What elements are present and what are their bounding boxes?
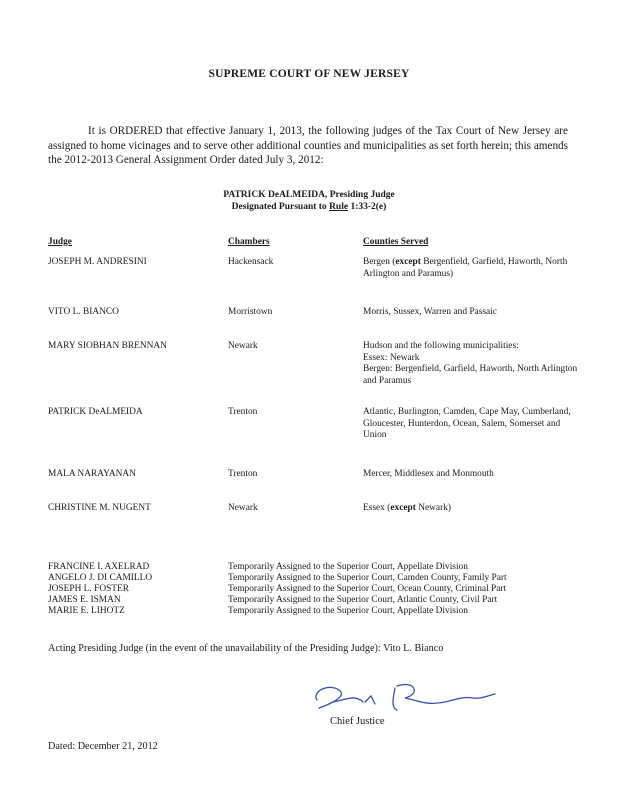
list-item bbox=[48, 595, 588, 606]
temp-assignment: Temporarily Assigned to the Superior Court, Appellate Division bbox=[228, 562, 468, 572]
counties-text-rest: Newark) bbox=[415, 503, 451, 513]
temp-assignment: Temporarily Assigned to the Superior Court, Ocean County, Criminal Part bbox=[228, 584, 507, 594]
temp-assignment: Temporarily Assigned to the Superior Court, Camden County, Family Part bbox=[228, 573, 507, 583]
judge-name: CHRISTINE M. NUGENT bbox=[48, 503, 151, 513]
chambers-location: Trenton bbox=[228, 469, 258, 479]
counties-served bbox=[363, 469, 578, 481]
chambers-location: Trenton bbox=[228, 407, 258, 417]
list-item bbox=[48, 584, 588, 595]
list-item bbox=[48, 573, 588, 584]
table-header bbox=[48, 237, 588, 251]
list-item bbox=[48, 606, 588, 617]
temp-assignment: Temporarily Assigned to the Superior Court, Appellate Division bbox=[228, 606, 468, 616]
order-intro bbox=[48, 124, 568, 168]
judge-name: PATRICK DeALMEIDA bbox=[48, 407, 143, 417]
chambers-location: Newark bbox=[228, 341, 258, 351]
counties-emphasis: except bbox=[395, 257, 421, 267]
header-counties: Counties Served bbox=[363, 237, 429, 247]
chambers-location: Morristown bbox=[228, 307, 273, 317]
counties-text: Hudson and the following municipalities: Essex: Newark Bergen: Bergenfield, Garfield, Haworth, North Arlington and Paramus bbox=[363, 341, 578, 386]
signature-mark bbox=[305, 672, 505, 718]
header-chambers: Chambers bbox=[228, 237, 270, 247]
chambers-location: Newark bbox=[228, 503, 258, 513]
temp-judge-name: MARIE E. LIHOTZ bbox=[48, 606, 125, 616]
chambers-location: Hackensack bbox=[228, 257, 274, 267]
temp-judge-name: ANGELO J. DI CAMILLO bbox=[48, 573, 153, 583]
counties-served bbox=[363, 503, 578, 515]
judge-name: VITO L. BIANCO bbox=[48, 307, 119, 317]
order-date: Dated: December 21, 2012 bbox=[48, 741, 158, 752]
list-item bbox=[48, 562, 588, 573]
judge-name: MARY SIOBHAN BRENNAN bbox=[48, 341, 167, 351]
designation-suffix: 1:33-2(e) bbox=[348, 201, 387, 212]
counties-served bbox=[363, 407, 578, 442]
counties-text: Morris, Sussex, Warren and Passaic bbox=[363, 307, 497, 317]
counties-text: Atlantic, Burlington, Camden, Cape May, Cumberland, Gloucester, Hunterdon, Ocean, Salem, Somerset and Union bbox=[363, 407, 571, 441]
counties-text: Bergen ( bbox=[363, 257, 396, 267]
counties-text: Essex ( bbox=[363, 503, 391, 513]
presiding-judge-block bbox=[0, 190, 618, 213]
temporary-assignments bbox=[48, 562, 588, 617]
counties-emphasis: except bbox=[390, 503, 416, 513]
temp-judge-name: JAMES E. ISMAN bbox=[48, 595, 121, 605]
counties-served bbox=[363, 341, 578, 387]
designation-prefix: Designated Pursuant to bbox=[231, 201, 330, 212]
temp-assignment: Temporarily Assigned to the Superior Court, Atlantic County, Civil Part bbox=[228, 595, 498, 605]
header-judge: Judge bbox=[48, 237, 72, 247]
court-heading: SUPREME COURT OF NEW JERSEY bbox=[208, 68, 410, 80]
judge-name: MALA NARAYANAN bbox=[48, 469, 136, 479]
counties-served bbox=[363, 257, 578, 280]
intro-paragraph: It is ORDERED that effective January 1, 2013, the following judges of the Tax Court of New Jersey are assigned to home vicinages and to serve other additional counties and municipalities as set forth herein; this amends the 2012-2013 General Assignment Order dated July 3, 2012: bbox=[48, 125, 568, 166]
counties-served bbox=[363, 307, 578, 319]
judge-name: JOSEPH M. ANDRESINI bbox=[48, 257, 147, 267]
counties-text: Mercer, Middlesex and Monmouth bbox=[363, 469, 494, 479]
temp-judge-name: JOSEPH L. FOSTER bbox=[48, 584, 130, 594]
presiding-judge-line: PATRICK DeALMEIDA, Presiding Judge bbox=[223, 190, 395, 200]
acting-presiding-judge: Acting Presiding Judge (in the event of the unavailability of the Presiding Judge): Vito L. Bianco bbox=[48, 643, 444, 654]
designation-rule: Rule bbox=[329, 201, 349, 212]
temp-judge-name: FRANCINE I. AXELRAD bbox=[48, 562, 150, 572]
chief-justice-title: Chief Justice bbox=[330, 716, 385, 727]
designation-line bbox=[0, 202, 618, 214]
counties-text-rest: Bergenfield, Garfield, Haworth, North Arlington and Paramus) bbox=[363, 257, 568, 279]
